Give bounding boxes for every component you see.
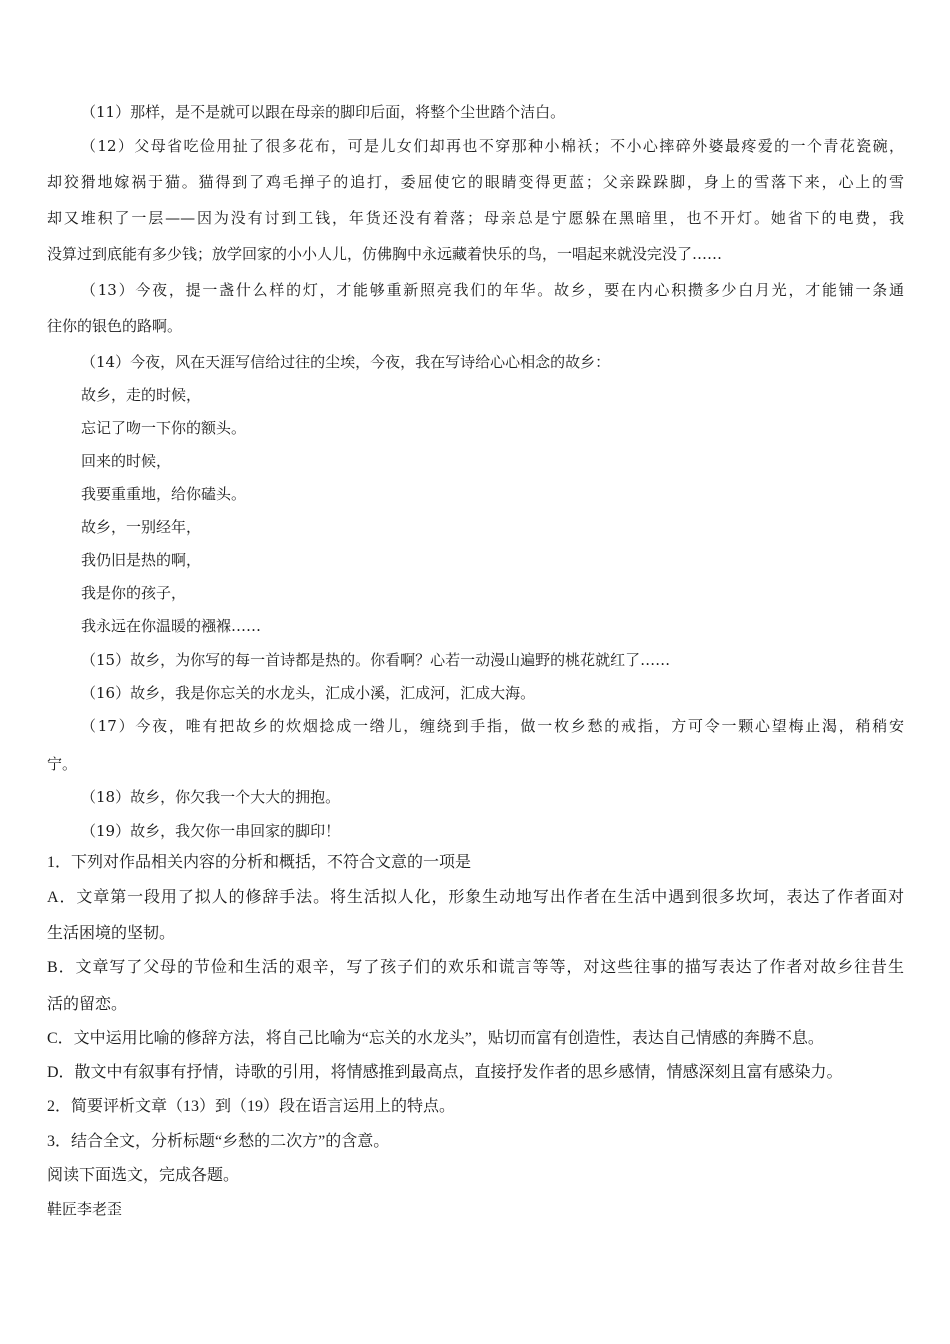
paragraph-16: （16）故乡，我是你忘关的水龙头，汇成小溪，汇成河，汇成大海。 bbox=[81, 684, 536, 702]
poem-line-4: 我要重重地，给你磕头。 bbox=[81, 485, 247, 503]
paragraph-12-line-3: 却又堆积了一层——因为没有讨到工钱，年货还没有着落；母亲总是宁愿躲在黑暗里，也不开灯。她省下的电费，我 bbox=[47, 209, 904, 227]
poem-line-8: 我永远在你温暖的襁褓…… bbox=[81, 617, 262, 635]
option-a-line-1: A．文章第一段用了拟人的修辞手法。将生活拟人化，形象生动地写出作者在生活中遇到很多坎坷，表达了作者面对 bbox=[47, 889, 904, 906]
paragraph-15: （15）故乡，为你写的每一首诗都是热的。你看啊？心若一动漫山遍野的桃花就红了…… bbox=[81, 651, 671, 669]
paragraph-18: （18）故乡，你欠我一个大大的拥抱。 bbox=[81, 788, 341, 806]
paragraph-13-line-2: 往你的银色的路啊。 bbox=[47, 317, 183, 335]
paragraph-11: （11）那样，是不是就可以跟在母亲的脚印后面，将整个尘世踏个洁白。 bbox=[81, 103, 566, 121]
option-d: D．散文中有叙事有抒情，诗歌的引用，将情感推到最高点，直接抒发作者的思乡感情，情感深刻且富有感染力。 bbox=[47, 1064, 843, 1081]
poem-line-2: 忘记了吻一下你的额头。 bbox=[81, 419, 247, 437]
next-passage-title: 鞋匠李老歪 bbox=[47, 1200, 123, 1218]
poem-line-6: 我仍旧是热的啊， bbox=[81, 551, 202, 569]
paragraph-14: （14）今夜，风在天涯写信给过往的尘埃，今夜，我在写诗给心心相念的故乡： bbox=[81, 353, 611, 371]
paragraph-13-line-1: （13）今夜，提一盏什么样的灯，才能够重新照亮我们的年华。故乡，要在内心积攒多少白月光，才能铺一条通 bbox=[81, 281, 904, 299]
poem-line-3: 回来的时候， bbox=[81, 452, 172, 470]
paragraph-12-line-1: （12）父母省吃俭用扯了很多花布，可是儿女们却再也不穿那种小棉袄；不小心摔碎外婆最疼爱的一个青花瓷碗， bbox=[81, 137, 904, 155]
poem-line-7: 我是你的孩子， bbox=[81, 584, 187, 602]
option-b-line-1: B．文章写了父母的节俭和生活的艰辛，写了孩子们的欢乐和谎言等等，对这些往事的描写表达了作者对故乡往昔生 bbox=[47, 959, 904, 976]
question-2: 2．简要评析文章（13）到（19）段在语言运用上的特点。 bbox=[47, 1098, 456, 1115]
poem-line-5: 故乡，一别经年， bbox=[81, 518, 202, 536]
option-b-line-2: 活的留恋。 bbox=[47, 996, 128, 1013]
reading-instruction: 阅读下面选文，完成各题。 bbox=[47, 1167, 240, 1184]
option-c: C．文中运用比喻的修辞方法，将自己比喻为“忘关的水龙头”，贴切而富有创造性，表达自己情感的奔腾不息。 bbox=[47, 1030, 824, 1047]
paragraph-19: （19）故乡，我欠你一串回家的脚印！ bbox=[81, 822, 341, 840]
question-1: 1．下列对作品相关内容的分析和概括，不符合文意的一项是 bbox=[47, 854, 472, 871]
question-3: 3．结合全文，分析标题“乡愁的二次方”的含意。 bbox=[47, 1133, 390, 1150]
paragraph-12-line-4: 没算过到底能有多少钱；放学回家的小小人儿，仿佛胸中永远藏着快乐的鸟，一唱起来就没完没了…… bbox=[47, 245, 723, 263]
paragraph-12-line-2: 却狡猾地嫁祸于猫。猫得到了鸡毛掸子的追打，委屈使它的眼睛变得更蓝；父亲跺跺脚，身上的雪落下来，心上的雪 bbox=[47, 173, 904, 191]
paragraph-17-line-1: （17）今夜，唯有把故乡的炊烟捻成一绺儿，缠绕到手指，做一枚乡愁的戒指，方可令一颗心望梅止渴，稍稍安 bbox=[81, 717, 904, 735]
option-a-line-2: 生活困境的坚韧。 bbox=[47, 925, 176, 942]
paragraph-17-line-2: 宁。 bbox=[47, 755, 78, 773]
poem-line-1: 故乡，走的时候， bbox=[81, 386, 202, 404]
